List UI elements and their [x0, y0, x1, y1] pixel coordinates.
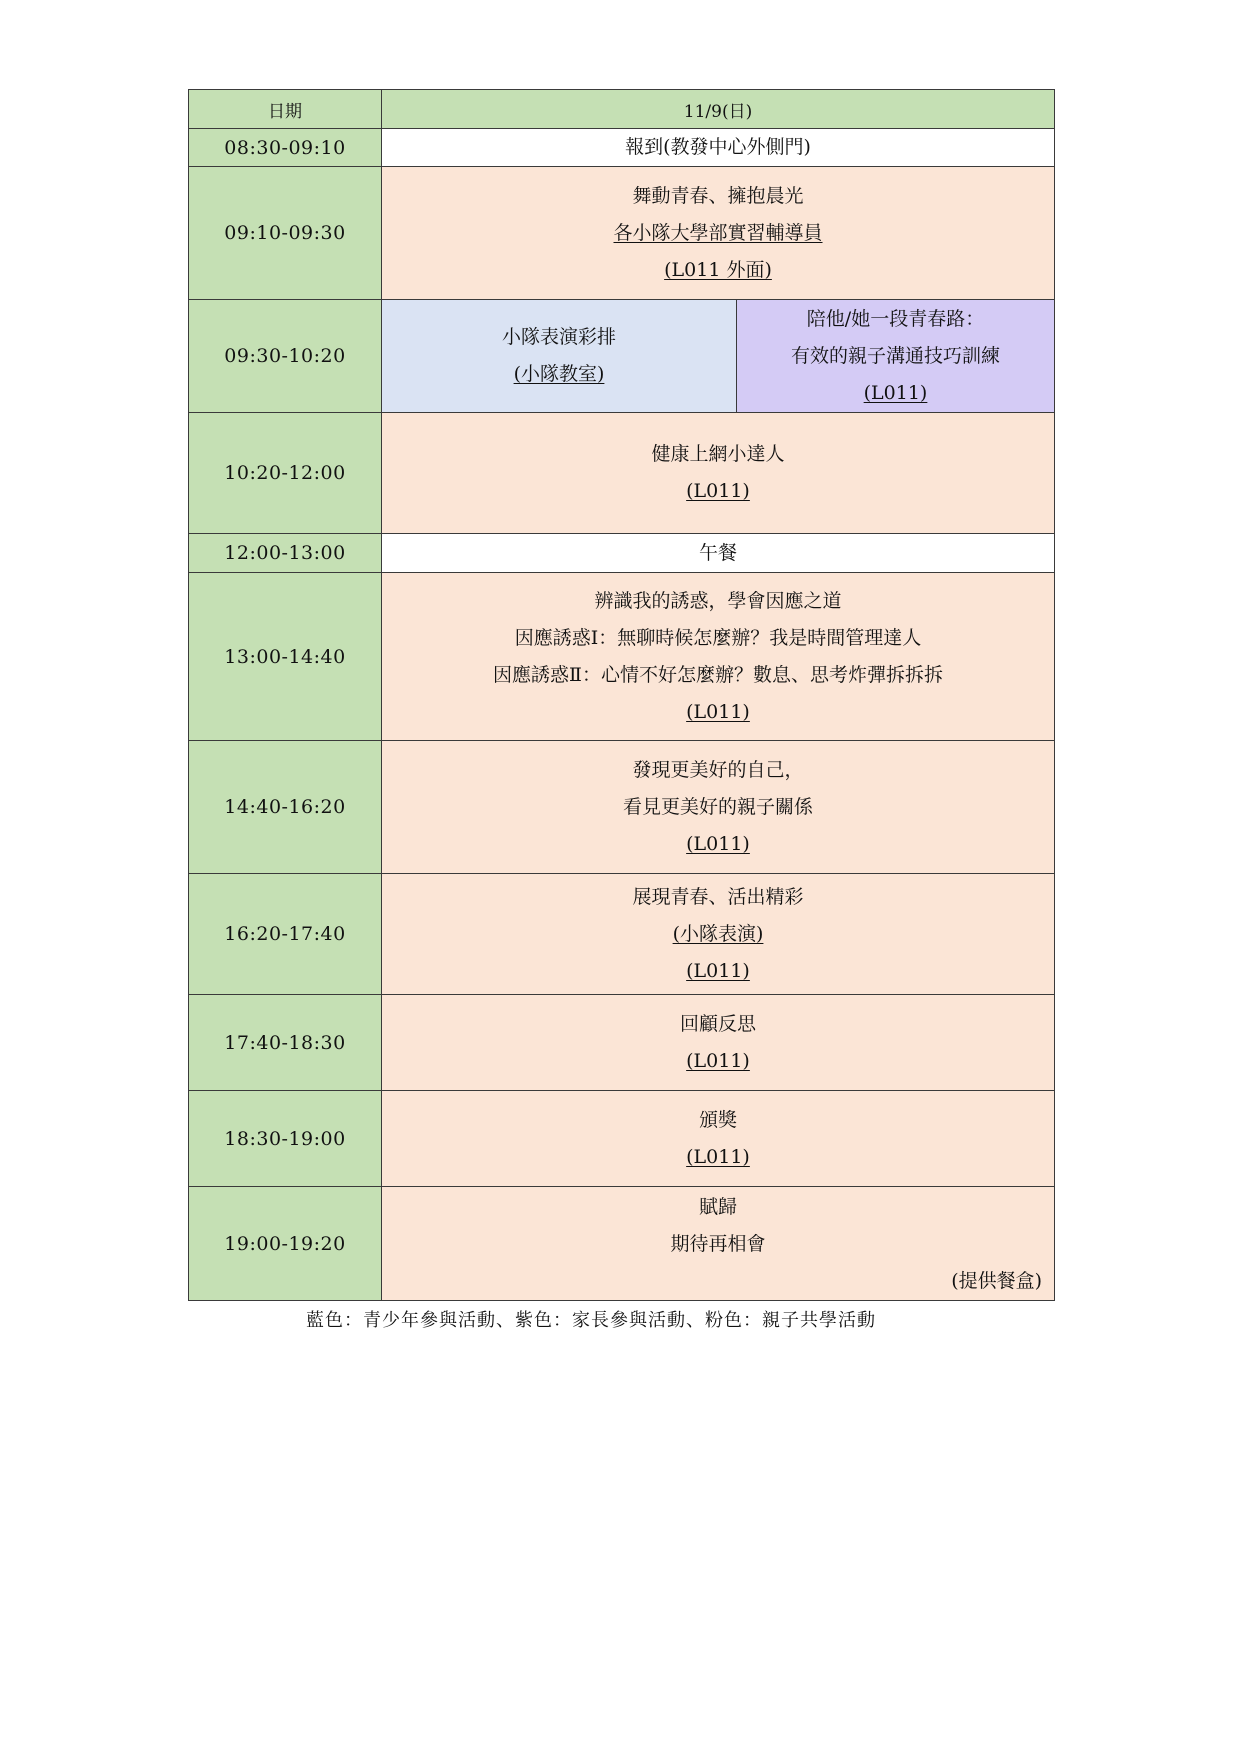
time-label: 09:10-09:30 [224, 222, 346, 244]
location-line: (L011) [686, 959, 750, 982]
schedule-row [189, 573, 1055, 741]
activity-cell [382, 413, 1055, 534]
time-cell [189, 995, 382, 1091]
day-header-cell [382, 90, 1055, 129]
activity-cell [382, 1187, 1055, 1301]
time-cell [189, 1091, 382, 1187]
schedule-row [189, 995, 1055, 1091]
schedule-row [189, 300, 1055, 413]
schedule-row [189, 874, 1055, 995]
time-cell [189, 573, 382, 741]
schedule-table [188, 89, 1055, 1301]
youth-activity-cell [382, 300, 737, 413]
time-label: 14:40-16:20 [224, 796, 346, 818]
activity-cell [382, 741, 1055, 874]
meal-note: (提供餐盒) [951, 1269, 1043, 1292]
location-line: (L011) [686, 1049, 750, 1072]
time-label: 19:00-19:20 [224, 1232, 346, 1255]
activity-line: 展現青春、活出精彩 [632, 885, 804, 908]
schedule-row [189, 1187, 1055, 1301]
activity-cell [382, 995, 1055, 1091]
parent-activity-cell [737, 300, 1055, 413]
activity-line: 因應誘惑Ⅱ：心情不好怎麼辦？數息、思考炸彈拆拆拆 [493, 663, 943, 686]
time-label: 18:30-19:00 [224, 1127, 346, 1150]
time-label: 17:40-18:30 [224, 1031, 346, 1054]
time-label: 13:00-14:40 [224, 645, 346, 668]
activity-line: 因應誘惑Ⅰ：無聊時候怎麼辦？我是時間管理達人 [514, 626, 922, 649]
time-cell [189, 413, 382, 534]
schedule-row [189, 167, 1055, 300]
schedule-row [189, 129, 1055, 167]
activity-line: 報到(教發中心外側門) [625, 136, 811, 158]
time-cell [189, 534, 382, 573]
schedule-row [189, 741, 1055, 874]
time-label: 09:30-10:20 [224, 345, 346, 367]
activity-line: 回顧反思 [680, 1012, 757, 1035]
time-label: 16:20-17:40 [224, 923, 346, 945]
time-cell [189, 874, 382, 995]
activity-line: 午餐 [699, 541, 738, 564]
time-label: 12:00-13:00 [224, 542, 346, 564]
activity-line: 期待再相會 [670, 1232, 766, 1255]
activity-line: 頒獎 [699, 1108, 738, 1131]
time-cell [189, 300, 382, 413]
schedule-row [189, 413, 1055, 534]
time-cell [189, 1187, 382, 1301]
location-line: (L011) [686, 1145, 750, 1168]
activity-line: 各小隊大學部實習輔導員 [613, 221, 823, 244]
location-line: (L011) [686, 832, 750, 855]
activity-cell [382, 167, 1055, 300]
activity-line: 有效的親子溝通技巧訓練 [791, 344, 1001, 367]
time-label: 08:30-09:10 [224, 136, 346, 159]
location-line: (小隊教室) [513, 363, 605, 385]
activity-line: 舞動青春、擁抱晨光 [632, 184, 804, 207]
schedule-row [189, 1091, 1055, 1187]
activity-cell [382, 129, 1055, 167]
activity-line: 陪他/她一段青春路： [806, 307, 985, 330]
activity-line: 小隊表演彩排 [501, 326, 616, 348]
activity-cell [382, 534, 1055, 573]
activity-line: 看見更美好的親子關係 [623, 795, 814, 818]
activity-cell [382, 1091, 1055, 1187]
activity-line: (小隊表演) [672, 922, 764, 945]
activity-line: 辨識我的誘惑，學會因應之道 [594, 589, 842, 612]
time-cell [189, 741, 382, 874]
location-line: (L011) [686, 480, 750, 502]
location-line: (L011 外面) [664, 258, 772, 281]
activity-cell [382, 573, 1055, 741]
activity-line: 發現更美好的自己， [632, 758, 804, 781]
location-line: (L011) [686, 700, 750, 723]
color-legend: 藍色：青少年參與活動、紫色：家長參與活動、粉色：親子共學活動 [306, 1310, 876, 1331]
schedule-row [189, 534, 1055, 573]
time-label: 10:20-12:00 [224, 462, 346, 484]
activity-line: 健康上網小達人 [651, 443, 785, 465]
day-header-label: 11/9(日) [683, 101, 753, 122]
time-cell [189, 167, 382, 300]
activity-cell [382, 874, 1055, 995]
location-line: (L011) [863, 381, 928, 404]
activity-line: 賦歸 [699, 1195, 738, 1218]
date-header-cell [189, 90, 382, 129]
date-header-label: 日期 [268, 101, 302, 122]
header-row [189, 90, 1055, 129]
time-cell [189, 129, 382, 167]
